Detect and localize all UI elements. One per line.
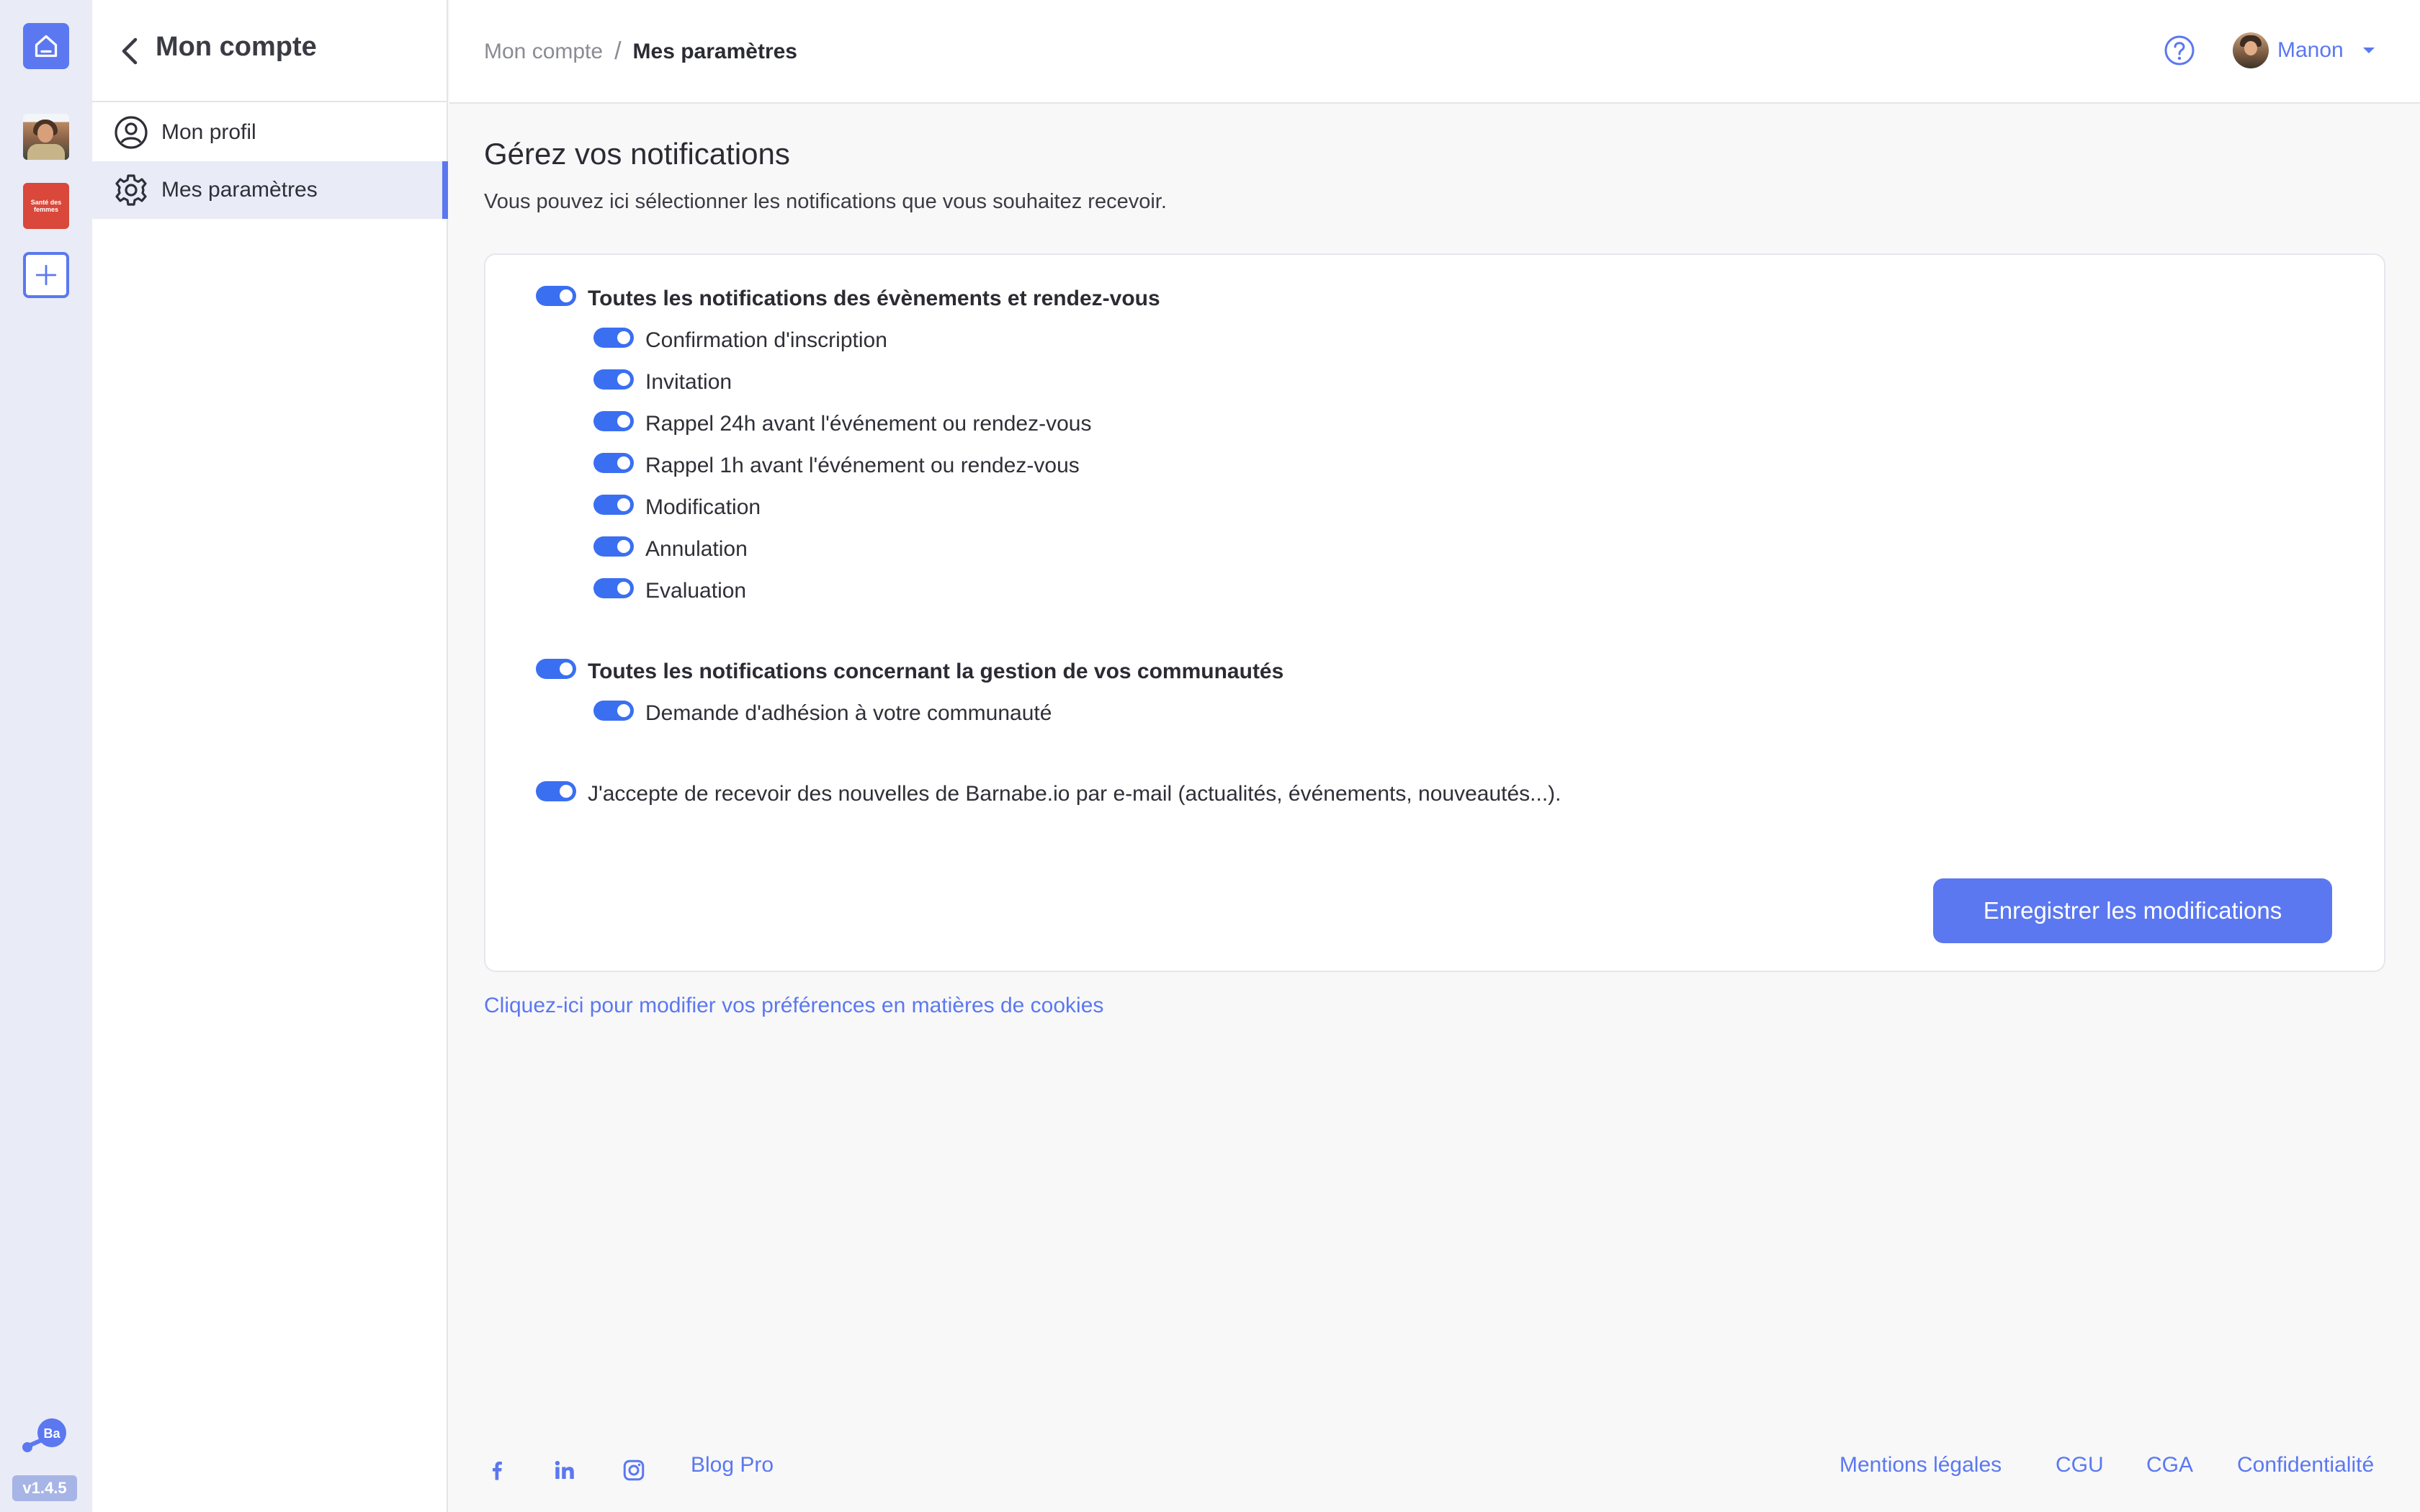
notification-label: Modification <box>645 495 761 519</box>
notification-item <box>593 573 746 609</box>
logo-text: Ba <box>43 1426 60 1441</box>
newsletter-consent <box>536 776 1561 812</box>
notification-item <box>593 531 748 567</box>
footer-link-mentions[interactable]: Mentions légales <box>1839 1453 2002 1477</box>
breadcrumb-current: Mes paramètres <box>632 39 797 63</box>
notification-label: Rappel 1h avant l'événement ou rendez-vous <box>645 454 1080 477</box>
sidebar-header <box>92 0 447 102</box>
sidebar-item-mes-parametres[interactable] <box>92 161 448 219</box>
notifications-card <box>484 253 2385 972</box>
toggle-confirmation[interactable] <box>593 328 634 348</box>
toggle-all-events[interactable] <box>536 286 576 306</box>
notification-item <box>593 364 732 400</box>
save-button[interactable]: Enregistrer les modifications <box>1933 878 2332 943</box>
notification-item <box>593 696 1052 732</box>
notification-label: Invitation <box>645 370 732 394</box>
breadcrumb-mon-compte[interactable]: Mon compte <box>484 39 604 63</box>
notification-label: Toutes les notifications concernant la gestion de vos communautés <box>588 660 1284 683</box>
sidebar-title: Mon compte <box>156 32 317 62</box>
back-button[interactable] <box>114 33 145 69</box>
top-bar <box>449 0 2420 104</box>
add-community-button[interactable] <box>23 252 69 298</box>
help-icon[interactable] <box>2164 35 2195 66</box>
toggle-reminder-24h[interactable] <box>593 411 634 431</box>
chevron-left-icon <box>120 37 139 66</box>
app-rail <box>0 0 92 1512</box>
notification-group-communities <box>536 654 1283 690</box>
user-menu[interactable] <box>2233 32 2375 69</box>
instagram-icon[interactable] <box>621 1457 647 1483</box>
plus-icon <box>34 263 58 287</box>
account-sidebar <box>92 0 448 1512</box>
footer-link-confidentialite[interactable]: Confidentialité <box>2237 1453 2375 1477</box>
facebook-icon[interactable] <box>484 1457 510 1483</box>
toggle-invitation[interactable] <box>593 369 634 390</box>
footer-social <box>484 1456 510 1485</box>
caret-down-icon <box>2362 46 2375 55</box>
page-subtitle: Vous pouvez ici sélectionner les notifications que vous souhaitez recevoir. <box>484 190 1167 213</box>
breadcrumb-separator: / <box>614 37 622 65</box>
community-badge-text: Santé des femmes <box>30 199 62 213</box>
sidebar-item-label: Mes paramètres <box>161 178 318 202</box>
community-avatar-1[interactable] <box>23 114 69 160</box>
footer-link-cga[interactable]: CGA <box>2146 1453 2194 1477</box>
footer-link-cgu[interactable]: CGU <box>2056 1453 2104 1477</box>
notification-group-events <box>536 281 1160 317</box>
user-name: Manon <box>2277 38 2344 62</box>
community-avatar-2[interactable] <box>23 183 69 229</box>
footer-social <box>621 1456 647 1485</box>
barnabe-logo-icon <box>20 1416 71 1453</box>
notification-label: Evaluation <box>645 579 747 603</box>
version-badge: v1.4.5 <box>12 1475 77 1501</box>
gear-icon <box>114 173 148 207</box>
sidebar-item-mon-profil[interactable] <box>92 104 448 161</box>
notification-item <box>593 448 1080 484</box>
user-circle-icon <box>114 115 148 150</box>
footer-social <box>552 1456 578 1485</box>
home-button[interactable] <box>23 23 69 69</box>
notification-label: Annulation <box>645 537 748 561</box>
toggle-all-communities[interactable] <box>536 659 576 679</box>
notification-label: Confirmation d'inscription <box>645 328 887 352</box>
newsletter-label: J'accepte de recevoir des nouvelles de Barnabe.io par e-mail (actualités, événements, nouveautés...). <box>588 782 1561 806</box>
notification-label: Demande d'adhésion à votre communauté <box>645 701 1052 725</box>
notification-label: Toutes les notifications des évènements et rendez-vous <box>588 287 1160 310</box>
home-icon <box>33 33 59 59</box>
blog-pro-link[interactable]: Blog Pro <box>691 1453 774 1477</box>
avatar <box>2233 32 2269 68</box>
notification-item <box>593 323 887 359</box>
toggle-membership-request[interactable] <box>593 701 634 721</box>
toggle-modification[interactable] <box>593 495 634 515</box>
linkedin-icon[interactable] <box>552 1457 578 1483</box>
cookie-preferences-link[interactable]: Cliquez-ici pour modifier vos préférences en matières de cookies <box>484 994 1104 1017</box>
breadcrumb <box>484 37 797 66</box>
sidebar-item-label: Mon profil <box>161 120 256 144</box>
toggle-newsletter[interactable] <box>536 781 576 801</box>
toggle-reminder-1h[interactable] <box>593 453 634 473</box>
notification-label: Rappel 24h avant l'événement ou rendez-vous <box>645 412 1092 436</box>
page-title: Gérez vos notifications <box>484 137 790 171</box>
toggle-evaluation[interactable] <box>593 578 634 598</box>
notification-item <box>593 406 1091 442</box>
notification-item <box>593 490 761 526</box>
toggle-annulation[interactable] <box>593 536 634 557</box>
